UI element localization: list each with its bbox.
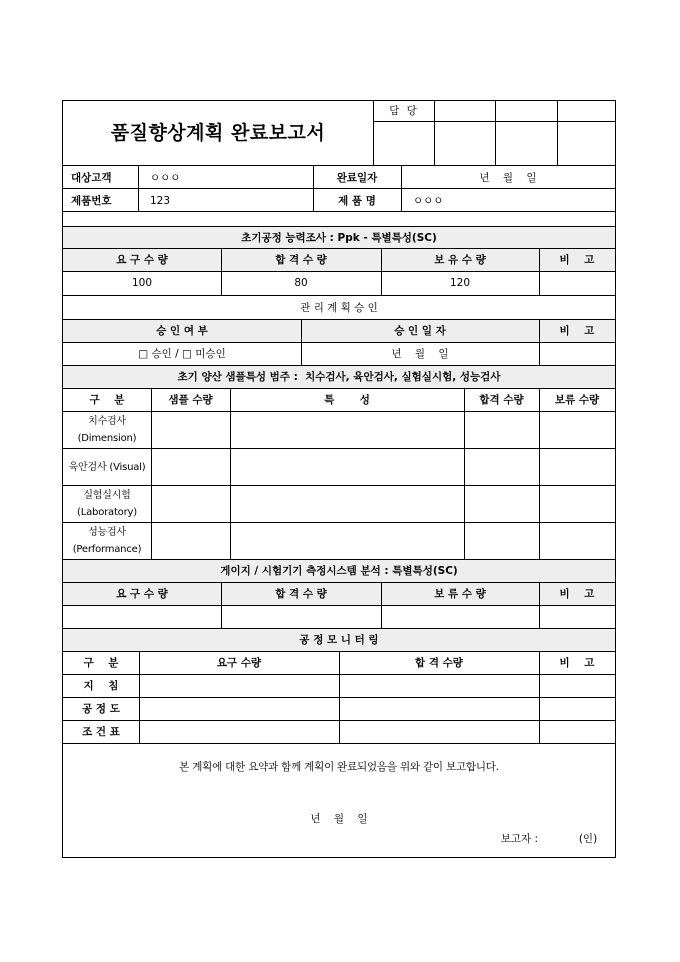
initial-study-col-held: 보 유 수 량 — [381, 249, 539, 271]
line — [221, 248, 222, 295]
reporter-label: 보고자 : — [500, 833, 538, 845]
initial-study-held-value[interactable]: 120 — [449, 277, 471, 289]
report-form — [62, 100, 616, 858]
line — [301, 319, 302, 365]
report-date[interactable]: 년 월 일 — [310, 813, 368, 825]
gauge-col-required: 요 구 수 량 — [63, 583, 221, 605]
line — [63, 211, 615, 212]
management-approval-col-remarks: 비 고 — [539, 320, 615, 342]
line — [221, 582, 222, 628]
initial-study-col-required: 요 구 수 량 — [63, 249, 221, 271]
line — [63, 226, 615, 227]
line — [63, 388, 615, 389]
approval-signature-1[interactable] — [435, 121, 495, 165]
line — [63, 743, 615, 744]
monitoring-col-passed: 합 격 수량 — [415, 657, 463, 669]
line — [230, 388, 231, 559]
seal-mark[interactable]: (인) — [578, 833, 598, 845]
line — [63, 559, 615, 560]
product-no-label: 제품번호 — [71, 194, 112, 207]
approval-status-checkboxes[interactable]: □ 승인 / □ 미승인 — [138, 348, 226, 360]
customer-label: 대상고객 — [71, 171, 112, 184]
product-no-value[interactable]: 123 — [150, 194, 171, 207]
line — [464, 388, 465, 559]
line — [151, 388, 152, 559]
gauge-col-remarks: 비 고 — [539, 583, 615, 605]
initial-study-col-passed: 합 격 수 량 — [221, 249, 381, 271]
sample-col-category: 구 분 — [89, 394, 125, 406]
initial-study-heading: 초기공정 능력조사 : Ppk - 특별특성(SC) — [63, 227, 615, 249]
sample-col-characteristics: 특 성 — [324, 394, 370, 406]
approval-cell-2-header — [495, 101, 557, 121]
line — [139, 651, 140, 743]
report-statement: 본 계획에 대한 요약과 함께 계획이 완료되었음을 위와 같이 보고합니다. — [179, 761, 499, 773]
line — [339, 651, 340, 743]
approval-label: 담 당 — [389, 105, 419, 117]
line — [63, 295, 615, 296]
customer-value[interactable]: ㅇㅇㅇ — [150, 171, 181, 184]
sample-row-laboratory-label: 실험실시험 (Laboratory) — [77, 490, 137, 518]
gauge-analysis-heading: 게이지 / 시험기기 측정시스템 분석 : 특별특성(SC) — [63, 560, 615, 582]
line — [138, 165, 139, 211]
line — [63, 342, 615, 343]
line — [373, 101, 374, 165]
line — [63, 448, 615, 449]
gauge-col-held: 보 류 수 량 — [381, 583, 539, 605]
line — [539, 248, 540, 295]
sample-col-passed-qty: 합격 수량 — [479, 394, 524, 406]
line — [63, 165, 615, 166]
line — [557, 101, 558, 165]
sample-col-sample-qty: 샘플 수량 — [168, 394, 213, 406]
product-name-label: 제 품 명 — [338, 194, 376, 207]
line — [63, 628, 615, 629]
initial-study-passed-value[interactable]: 80 — [294, 277, 308, 289]
line — [539, 388, 540, 559]
initial-study-required-value[interactable]: 100 — [131, 277, 153, 289]
sample-row-visual-label: 육안검사 (Visual) — [68, 461, 146, 473]
line — [63, 248, 615, 249]
monitoring-row-process-chart: 공 정 도 — [82, 703, 120, 715]
monitoring-row-condition-table: 조 건 표 — [82, 726, 120, 738]
sample-col-held-qty: 보류 수량 — [554, 394, 600, 406]
sample-row-dimension-label: 치수검사 (Dimension) — [77, 416, 137, 444]
line — [63, 522, 615, 523]
product-name-value[interactable]: ㅇㅇㅇ — [413, 194, 444, 207]
line — [539, 319, 540, 365]
approval-cell-1-header — [435, 101, 495, 121]
line — [539, 582, 540, 628]
line — [63, 319, 615, 320]
monitoring-col-required: 요구 수량 — [216, 657, 262, 669]
approval-remarks-value[interactable] — [539, 343, 615, 365]
line — [63, 411, 615, 412]
monitoring-row-guideline: 지 침 — [83, 680, 119, 692]
line — [63, 485, 615, 486]
approval-signature-3[interactable] — [557, 121, 615, 165]
line — [539, 651, 540, 743]
line — [381, 248, 382, 295]
line — [63, 365, 615, 366]
completion-date-value[interactable]: 년 월 일 — [479, 171, 537, 184]
monitoring-col-remarks: 비 고 — [559, 657, 595, 669]
line — [63, 605, 615, 606]
management-approval-heading: 관 리 계 획 승 인 — [300, 302, 378, 314]
monitoring-col-category: 구 분 — [83, 657, 119, 669]
line — [313, 165, 314, 211]
line — [373, 121, 615, 122]
line — [63, 582, 615, 583]
process-monitoring-heading: 공 정 모 니 터 링 — [63, 629, 615, 651]
management-approval-col-status: 승 인 여 부 — [63, 320, 301, 342]
page-title: 품질향상계획 완료보고서 — [110, 122, 326, 144]
line — [401, 165, 402, 211]
line — [495, 101, 496, 165]
initial-study-remarks-value[interactable] — [539, 272, 615, 294]
initial-study-col-remarks: 비 고 — [539, 249, 615, 271]
completion-date-label: 완료일자 — [336, 171, 378, 184]
line — [63, 271, 615, 272]
gauge-col-passed: 합 격 수 량 — [221, 583, 381, 605]
line — [434, 101, 435, 165]
approval-signature-2[interactable] — [495, 121, 557, 165]
approval-date-value[interactable]: 년 월 일 — [391, 348, 449, 360]
sample-inspection-heading: 초기 양산 샘플특성 범주 : 치수검사, 육안검사, 실험실시험, 성능검사 — [63, 366, 615, 388]
line — [63, 188, 615, 189]
sample-row-performance-label: 성능검사 (Performance) — [72, 527, 142, 555]
line — [381, 582, 382, 628]
management-approval-col-date: 승 인 일 자 — [301, 320, 539, 342]
